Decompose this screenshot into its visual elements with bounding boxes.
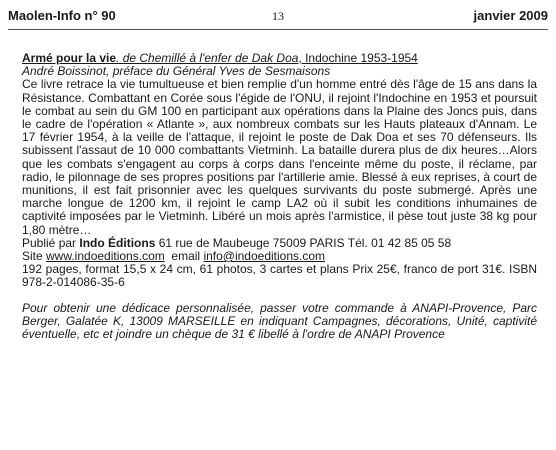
issue-date: janvier 2009 [473, 8, 548, 23]
email-link[interactable]: info@indoeditions.com [203, 249, 326, 264]
spacer [22, 290, 537, 302]
title-main: Armé pour la vie [22, 51, 117, 65]
site-label: Site [22, 249, 47, 264]
review-body: Ce livre retrace la vie tumultueuse et bien remplie d'un homme entré dès l'âge de 15 ans dans la Résistance. Combattant en Corée sous l'égide de l'ONU, il rejoint l'Indochine en 1953 et poursuit le combat au sein du GM 100 en participant aux opérations dans la Plaine des Joncs puis, dans le cadre de l'opération « Atlante », aux nombreux combats sur les Hauts plateaux d'Annam. Le 17 février 1954, à la veille de l'attaque, il rejoint le poste de Dak Doa et ses 70 défenseurs. Ils subissent l'assaut de 10 000 combattants Vietminh. La bataille durera plus de dix heures…Alors que les combats s'engagent au corps à corps dans l'enceinte même du poste, il réclame, par radio, le pilonnage de ses propres positions par l'artillerie amie. Blessé à eux reprises, à court de munitions, il est fait prisonnier avec les quelques survivants du poste submergé. Après une marche longue de 1200 km, il rejoint le camp LA2 où il subit les conditions inhumaines de captivité imposées par le Vietminh. Libéré un mois après l'armistice, il pèse tout juste 38 kg pour 1,80 mètre… [22, 77, 537, 237]
page-number: 13 [272, 9, 284, 23]
book-author: André Boissinot, préface du Général Yves de Sesmaisons [22, 64, 331, 79]
site-link[interactable]: www.indoeditions.com [46, 249, 165, 264]
book-details: 192 pages, format 15,5 x 24 cm, 61 photos, 3 cartes et plans Prix 25€, franco de port 31€. ISBN 978-2-014086-35-6 [22, 262, 537, 290]
title-period: , Indochine 1953-1954 [298, 51, 418, 65]
email-label: email [164, 249, 204, 264]
book-review [22, 52, 537, 341]
pub-prefix: Publié par [22, 235, 80, 250]
title-subtitle: . de Chemillé à l'enfer de Dak Doa [116, 51, 299, 65]
header-rule [8, 29, 548, 30]
publisher-name: Indo Éditions [79, 235, 156, 250]
publisher-address: 61 rue de Maubeuge 75009 PARIS Tél. 01 42 85 05 58 [155, 235, 452, 250]
newsletter-issue: Maolen-Info n° 90 [8, 8, 116, 23]
page-header [8, 8, 548, 26]
dedication-note: Pour obtenir une dédicace personnalisée, passer votre commande à ANAPI-Provence, Parc Berger, Galatée K, 13009 MARSEILLE en indiquant Campagnes, décorations, Unité, captivité éventuelle, etc et joindre un chèque de 31 € libellé à l'ordre de ANAPI Provence [22, 300, 537, 342]
